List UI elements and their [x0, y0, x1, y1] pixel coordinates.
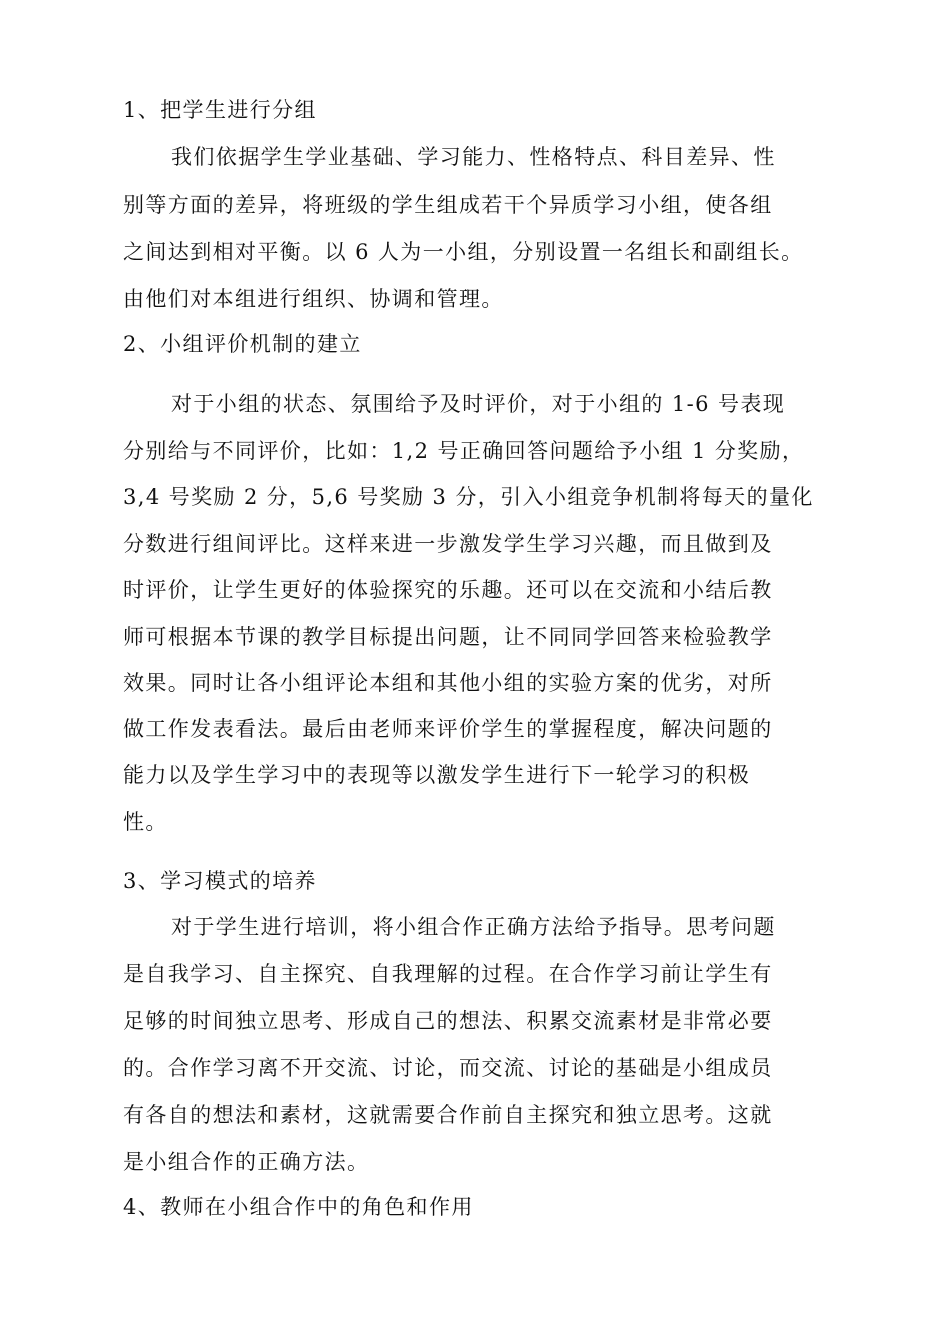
section-3-heading: 3、学习模式的培养	[123, 869, 317, 893]
section-2-heading: 2、小组评价机制的建立	[123, 332, 362, 356]
section-1-heading: 1、把学生进行分组	[123, 98, 317, 122]
section-3-line-3: 足够的时间独立思考、形成自己的想法、积累交流素材是非常必要	[123, 1009, 773, 1033]
section-1-line-3: 之间达到相对平衡。以 6 人为一小组，分别设置一名组长和副组长。	[123, 240, 804, 264]
section-3-line-6: 是小组合作的正确方法。	[123, 1150, 370, 1174]
section-2-line-7: 效果。同时让各小组评论本组和其他小组的实验方案的优劣，对所	[123, 671, 773, 695]
section-2-line-6: 师可根据本节课的教学目标提出问题，让不同同学回答来检验教学	[123, 625, 773, 649]
section-2-line-10: 性。	[123, 810, 168, 834]
section-2-line-3: 3,4 号奖励 2 分，5,6 号奖励 3 分，引入小组竞争机制将每天的量化	[123, 485, 814, 509]
section-2-line-1: 对于小组的状态、氛围给予及时评价，对于小组的 1-6 号表现	[171, 392, 786, 416]
section-3-line-1: 对于学生进行培训，将小组合作正确方法给予指导。思考问题	[171, 915, 776, 939]
section-2-line-8: 做工作发表看法。最后由老师来评价学生的掌握程度，解决问题的	[123, 717, 773, 741]
section-2-line-4: 分数进行组间评比。这样来进一步激发学生学习兴趣，而且做到及	[123, 532, 773, 556]
section-2-line-9: 能力以及学生学习中的表现等以激发学生进行下一轮学习的积极	[123, 763, 751, 787]
section-3-line-4: 的。合作学习离不开交流、讨论，而交流、讨论的基础是小组成员	[123, 1056, 773, 1080]
section-1-line-4: 由他们对本组进行组织、协调和管理。	[123, 287, 504, 311]
section-1-line-2: 别等方面的差异，将班级的学生组成若干个异质学习小组，使各组	[123, 193, 773, 217]
section-2-line-5: 时评价，让学生更好的体验探究的乐趣。还可以在交流和小结后教	[123, 578, 773, 602]
section-4-heading: 4、教师在小组合作中的角色和作用	[123, 1195, 474, 1219]
section-2-line-2: 分别给与不同评价，比如：1,2 号正确回答问题给予小组 1 分奖励，	[123, 439, 805, 463]
section-1-line-1: 我们依据学生学业基础、学习能力、性格特点、科目差异、性	[171, 145, 776, 169]
section-3-line-5: 有各自的想法和素材，这就需要合作前自主探究和独立思考。这就	[123, 1103, 773, 1127]
section-3-line-2: 是自我学习、自主探究、自我理解的过程。在合作学习前让学生有	[123, 962, 773, 986]
